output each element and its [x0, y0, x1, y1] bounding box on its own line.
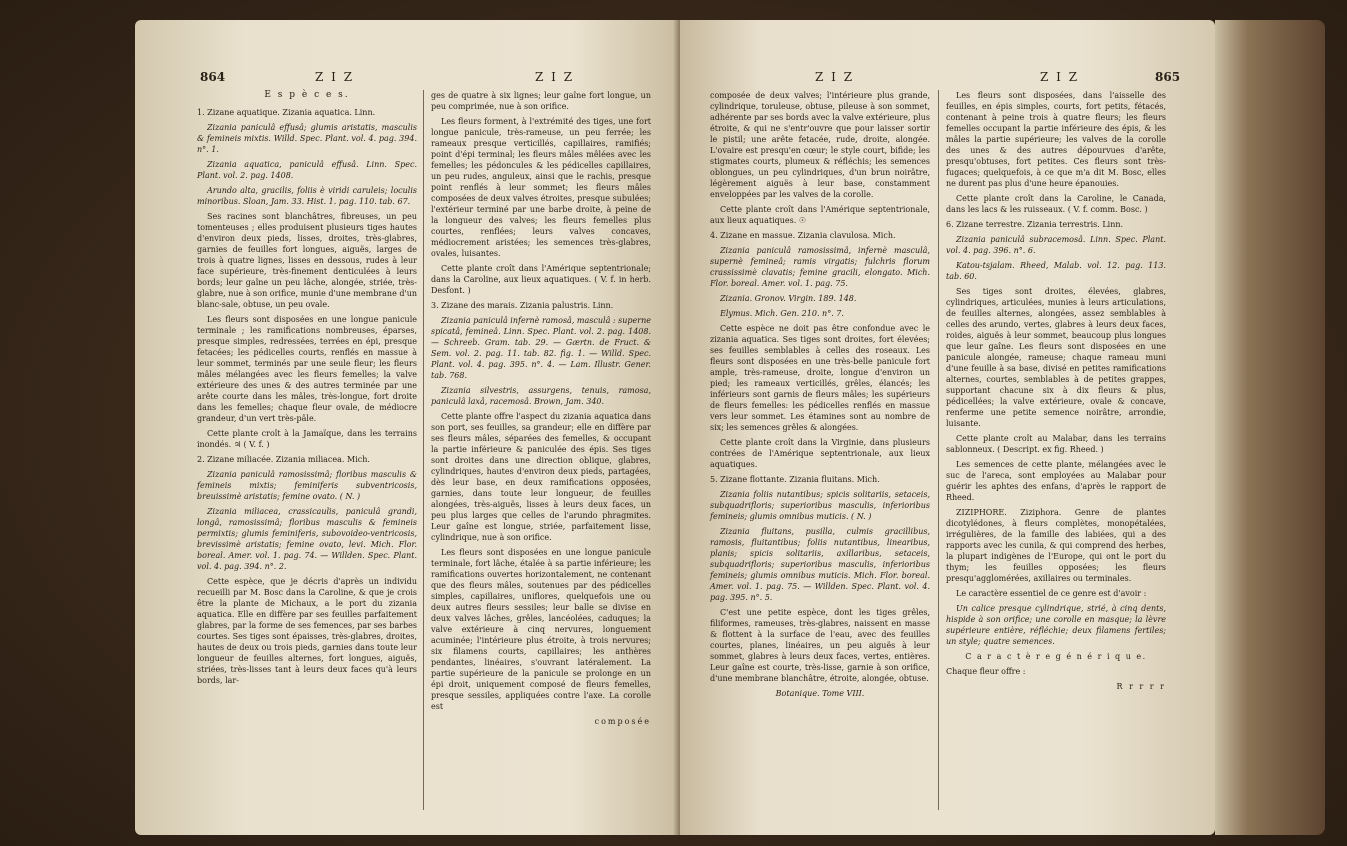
paragraph: R r r r r [1116, 682, 1166, 691]
paragraph: 4. Zizane en massue. Zizania clavulosa. Mich. [710, 231, 896, 240]
right-running-head-2: Z I Z [1040, 70, 1080, 84]
right-page-number: 865 [1155, 70, 1181, 84]
paragraph: Zizania paniculâ ramosissimâ; floribus masculis & femineis mixtis; feminiferis subventricosis, breuissimè aristatis; femine ovato. ( N. ) [197, 470, 417, 501]
paragraph: C'est une petite espèce, dont les tiges grêles, filiformes, rameuses, très-glabres, naissent en masse & flottent à la surface de l'eau, avec des feuilles courtes, planes, linéaires, un peu aiguës à leur sommet, glabres à leurs deux faces, vertes, entières. Leur gaîne est courte, très-lisse, garnie à son orifice, d'une membrane blanchâtre, étroite, alongée, obtuse. [710, 608, 930, 683]
paragraph: Cette plante croît au Malabar, dans les terrains sablonneux. ( Descript. ex fig. Rheed. ) [946, 434, 1166, 454]
paragraph: Les fleurs sont disposées en une longue panicule terminale, fort lâche, étalée à sa partie inférieure; les ramifications ouvertes horizontalement, ne contenant que des fleurs mâles, soutenues par des pédicelles simples, capillaires, uniflores, quelquefois une ou deux autres fleurs sessiles; leur balle se divise en deux valves lâches, grêles, lancéolées, caduques; la valve extérieure à cinq nervures, longuement acuminée; l'intérieure plus étroite, à trois nervures; six filamens courts, capillaires; les anthères pendantes, linéaires, s'ouvrant latéralement. La partie supérieure de la panicule se prolonge en un épi droit, uniquement composé de fleurs femelles, presque sessiles, appliquées contre l'axe. La corolle est [431, 548, 651, 711]
paragraph: Cette espèce, que je décris d'après un individu recueilli par M. Bosc dans la Caroline, & que je crois être la plante de Michaux, a le port du zizania aquatica. Elle en diffère par ses feuilles parfaitement glabres, par la forme de ses femences, par ses barbes courtes. Ses tiges sont épaisses, très-glabres, droites, hautes de deux ou trois pieds, garnies dans toute leur longueur de feuilles alternes, fort longues, aiguës, striées, très-lisses tant à leurs deux faces qu'à leurs bords, lar- [197, 577, 417, 685]
book-page-edges [1215, 20, 1325, 835]
paragraph: 1. Zizane aquatique. Zizania aquatica. Linn. [197, 108, 376, 117]
paragraph: 3. Zizane des marais. Zizania palustris. Linn. [431, 301, 614, 310]
paragraph: Ses racines sont blanchâtres, fibreuses, un peu tomenteuses ; elles produisent plusieurs tiges hautes d'environ deux pieds, lisses, droites, très-glabres, garnies de feuilles fort longues, aiguës, larges de trois à quatre lignes, lisses en dessous, rudes à leur face supérieure, très-finement denticulées à leurs bords; leur gaîne un peu lâche, alongée, striée, très-glabre, nue à son orifice, munie d'une membrane d'un blanc-sale, obtuse, un peu ovale. [197, 212, 417, 309]
paragraph: ZIZIPHORE. Ziziphora. Genre de plantes dicotylédones, à fleurs complètes, monopétalées, irrégulières, de la famille des labiées, qui a des rapports avec les cunila, & qui comprend des herbes, la plupart indigènes de l'Europe, qui ont le port du thym; les feuilles opposées; les fleurs presqu'agglomérées, axillaires ou terminales. [946, 508, 1166, 583]
paragraph: Zizania paniculâ infernè ramosâ, masculâ : superne spicatâ, femineâ. Linn. Spec. Plant. vol. 2. pag. 1408. — Schreeb. Gram. tab. 29. — Gærtn. de Fruct. & Sem. vol. 2. pag. 11. tab. 82. fig. 1. — Willd. Spec. Plant. vol. 4. pag. 395. n°. 4. — Lam. Illustr. Gener. tab. 768. [431, 316, 651, 380]
right-column-2 [946, 90, 1166, 696]
column-rule [938, 90, 939, 810]
left-column-1 [197, 90, 417, 690]
paragraph: composée [594, 717, 651, 726]
left-page-number: 864 [200, 70, 226, 84]
paragraph: 6. Zizane terrestre. Zizania terrestris. Linn. [946, 220, 1124, 229]
paragraph: Katou-tsjalam. Rheed, Malab. vol. 12. pag. 113. tab. 60. [946, 261, 1166, 281]
right-page [680, 20, 1215, 835]
paragraph: Cette plante croît dans l'Amérique septentrionale, aux lieux aquatiques. ☉ [710, 205, 930, 225]
paragraph: Les fleurs forment, à l'extrémité des tiges, une fort longue panicule, très-rameuse, un peu ferrée; les rameaux presque verticillés, capillaires, ramifiés; point d'épi terminal; les fleurs mâles mêlées avec les femelles; les pédoncules & les pédicelles capillaires, un peu rudes, anguleux, ainsi que le rachis, presque point renflés à leur sommet; les fleurs mâles composées de deux valves étroites, presque subulées; l'extérieur terminé par une barbe droite, à peine de la longueur des valves; les fleurs femelles plus courtes, renflées; leurs valves concaves, médiocrement aristées; les semences très-glabres, ovales, luisantes. [431, 117, 651, 258]
paragraph: Zizania aquatica, paniculâ effusâ. Linn. Spec. Plant. vol. 2. pag. 1408. [197, 160, 417, 180]
paragraph: 2. Zizane miliacée. Zizania miliacea. Mich. [197, 455, 370, 464]
paragraph: ges de quatre à six lignes; leur gaîne fort longue, un peu comprimée, nue à son orifice. [431, 91, 651, 111]
right-column-1 [710, 90, 930, 703]
paragraph: Ses tiges sont droites, élevées, glabres, cylindriques, articulées, munies à leurs articulations, de feuilles alternes, alongées, assez semblables à celles des arundo, vertes, glabres à leurs deux faces, roides, aiguës à leur sommet, beaucoup plus longues que leur gaîne. Les fleurs sont disposées en une panicule alongée, rameuse; chaque rameau muni d'une feuille à sa base, divisé en petites ramifications alternes, courtes, semblables à de petites grappes, supportant chacune six à dix fleurs & plus, pédicellées; la valve extérieure, ovale & concave, renferme une petite semence noirâtre, arrondie, luisante. [946, 287, 1166, 428]
paragraph: Zizania paniculâ ramosissimâ, infernè masculâ, supernè femineâ; ramis virgatis; fulchris florum crassissimè clavatis; femine gracili, elongato. Mich. Flor. boreal. Amer. vol. 1. pag. 75. [710, 246, 930, 288]
paragraph: Cette espèce ne doit pas être confondue avec le zizania aquatica. Ses tiges sont droites, fort élevées; ses feuilles semblables à celles des roseaux. Les fleurs sont disposées en une très-belle panicule fort ample, très-rameuse, droite, longue d'environ un pied; les rameaux verticillés, grêles, élancés; les inférieurs sont garnis de fleurs mâles; les supérieurs de fleurs femelles: les pédicelles renflés en massue vers leur sommet. Les étamines sont au nombre de six; les semences grêles & alongées. [710, 324, 930, 432]
paragraph: Zizania paniculâ effusâ; glumis aristatis, masculis & femineis mixtis. Willd. Spec. Plant. vol. 4. pag. 394. n°. 1. [197, 123, 417, 154]
open-book [135, 20, 1215, 835]
paragraph: Zizania. Gronov. Virgin. 189. 148. [720, 294, 857, 303]
paragraph: Cette plante offre l'aspect du zizania aquatica dans son port, ses feuilles, sa grandeur; elle en diffère par ses fleurs mâles, séparées des femelles, & occupant la partie inférieure & paniculée des épis. Ses tiges sont droites dans une direction oblique, glabres, cylindriques, hautes d'environ deux pieds, partagées, dès leur base, en deux ramifications opposées, garnies, dans toute leur longueur, de feuilles alongées, très-aiguës, lisses à leurs deux faces, un peu plus larges que celles de l'arundo phragmites. Leur gaîne est longue, striée, parfaitement lisse, cylindrique, nue à son orifice. [431, 412, 651, 542]
column-rule [423, 90, 424, 810]
paragraph: Le caractère essentiel de ce genre est d'avoir : [956, 589, 1147, 598]
paragraph: Arundo alta, gracilis, foliis è viridi caruleis; loculis minoribus. Sloan, Jam. 33. Hist. 1. pag. 110. tab. 67. [197, 186, 417, 206]
left-running-head-2: Z I Z [535, 70, 575, 84]
paragraph: Cette plante croît dans l'Amérique septentrionale; dans la Caroline, aux lieux aquatiques. ( V. f. in herb. Desfont. ) [431, 264, 651, 295]
paragraph: Botanique. Tome VIII. [775, 689, 865, 698]
paragraph: Cette plante croît dans la Virginie, dans plusieurs contrées de l'Amérique septentrionale, aux lieux aquatiques. [710, 438, 930, 469]
right-running-head-1: Z I Z [815, 70, 855, 84]
paragraph: Cette plante croît dans la Caroline, le Canada, dans les lacs & les ruisseaux. ( V. f. comm. Bosc. ) [946, 194, 1166, 214]
paragraph: Cette plante croît à la Jamaïque, dans les terrains inondés. ♃ ( V. f. ) [197, 429, 417, 449]
left-running-head-1: Z I Z [315, 70, 355, 84]
paragraph: Chaque fleur offre : [946, 667, 1026, 676]
paragraph: Zizania silvestris, assurgens, tenuis, ramosa, paniculâ laxâ, racemosâ. Brown, Jam. 340. [431, 386, 651, 406]
paragraph: C a r a c t è r e g é n é r i q u e. [965, 652, 1147, 661]
paragraph: Zizania miliacea, crassicaulis, paniculâ grandi, longâ, ramosissimâ; floribus masculis & femineis permixtis; glumis feminiferis, subovoideo-ventricosis, brevissimè aristatis; femine ovato, levi. Mich. Flor. boreal. Amer. vol. 1. pag. 74. — Willden. Spec. Plant. vol. 4. pag. 394. n°. 2. [197, 507, 417, 571]
left-column-2 [431, 90, 651, 731]
paragraph: Les fleurs sont disposées, dans l'aisselle des feuilles, en épis simples, courts, fort petits, fétacés, contenant à peine trois à quatre fleurs; les fleurs femelles occupant la partie inférieure des épis, & les mâles la partie supérieure; les valves de la corolle des unes & des autres dépourvues d'arête, presqu'obtuses, fort petites. Ces fleurs sont très-fugaces; quelquefois, à ce que m'a dit M. Bosc, elles ne durent pas plus d'une heure épanouies. [946, 91, 1166, 188]
left-page [135, 20, 680, 835]
paragraph: composée de deux valves; l'intérieure plus grande, cylindrique, toruleuse, obtuse, pileuse à son sommet, adhérente par ses bords avec la valve extérieure, plus étroite, & qui ne s'entr'ouvre que pour laisser sortir le pistil; une arête fetacée, rude, droite, alongée. L'ovaire est presqu'en cœur; le style court, bifide; les stigmates courts, plumeux & réfléchis; les semences oblongues, un peu cylindriques, d'un brun noirâtre, légèrement aiguës à leur base, constamment enveloppées par les valves de la corolle. [710, 91, 930, 199]
paragraph: Les semences de cette plante, mélangées avec le suc de l'areca, sont employées au Malabar pour guérir les aphtes des enfans, d'après le rapport de Rheed. [946, 460, 1166, 502]
paragraph: Zizania paniculâ subracemosâ. Linn. Spec. Plant. vol. 4. pag. 396. n°. 6. [946, 235, 1166, 255]
paragraph: Elymus. Mich. Gen. 210. n°. 7. [720, 309, 844, 318]
paragraph: Zizania foliis nutantibus; spicis solitariis, setaceis, subquadrifloris; superioribus masculis, inferioribus femineis; glumis omnibus muticis. ( N. ) [710, 490, 930, 521]
paragraph: Un calice presque cylindrique, strié, à cinq dents, hispide à son orifice; une corolle en masque; la lèvre supérieure entière, réfléchie; deux filamens fertiles; un style; quatre semences. [946, 604, 1166, 646]
paragraph: Zizania fluitans, pusilla, culmis gracillibus, ramosis, fluitantibus; foliis nutantibus, linearibus, planis; spicis solitariis, axillaribus, setaceis, subquadrifloris; superioribus masculis, inferioribus femineis; glumis omnibus muticis. Mich. Flor. boreal. Amer. vol. 1. pag. 75. — Willden. Spec. Plant. vol. 4. pag. 395. n°. 5. [710, 527, 930, 602]
paragraph: 5. Zizane flottante. Zizania fluitans. Mich. [710, 475, 880, 484]
paragraph: Les fleurs sont disposées en une longue panicule terminale ; les ramifications nombreuses, éparses, presque simples, redressées, terrées en épi, presque fetacées; les pédicelles courts, renflés en massue à leur sommet, terminés par une seule fleur; les fleurs mâles mélangées avec les fleurs femelles; la valve extérieure des unes & des autres terminée par une arête courte dans les mâles, très-longue, fort droite dans les femelles; chaque fleur ovale, de médiocre grandeur, d'un vert très-pâle. [197, 315, 417, 423]
paragraph: E s p è c e s. [264, 90, 350, 100]
